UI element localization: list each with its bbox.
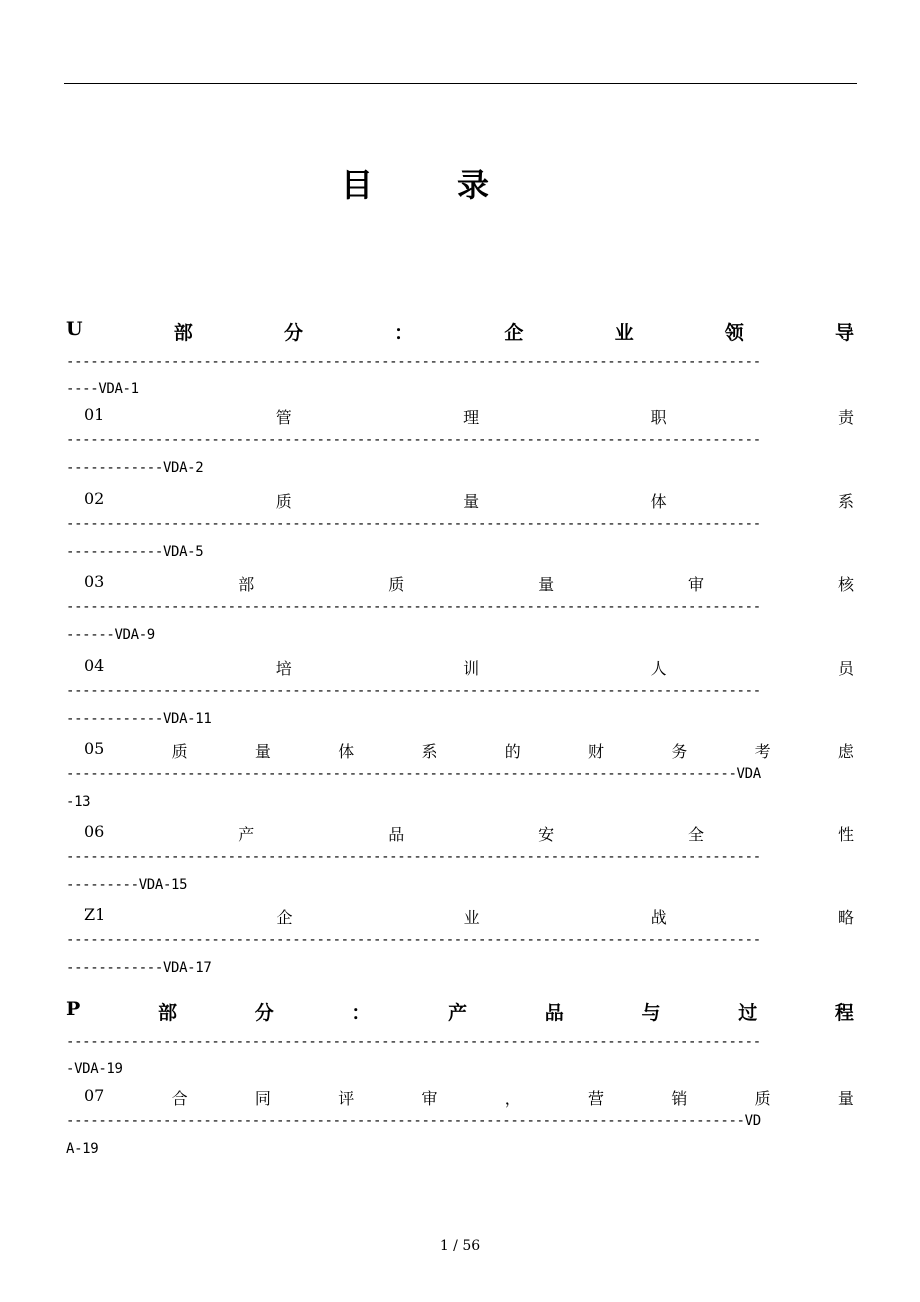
toc-entry [84, 1086, 854, 1109]
title-char-2: 录 [457, 166, 490, 204]
toc-cell: 体 [338, 742, 355, 761]
toc-entry [84, 489, 854, 512]
toc-page-ref: A-19 [66, 1141, 99, 1157]
toc-cell: 部 [238, 575, 255, 594]
toc-cell: 程 [834, 1002, 854, 1024]
toc-cell: 品 [388, 825, 405, 844]
toc-cell: 销 [671, 1089, 688, 1108]
toc-leader: -------------------------------------------------------------------------------------- [66, 516, 761, 532]
toc-cell: ， [504, 1089, 521, 1108]
toc-cell: 02 [84, 489, 105, 508]
toc-cell: 审 [688, 575, 705, 594]
header-rule [64, 83, 857, 84]
toc-cell: 部 [157, 1002, 177, 1024]
toc-cell: 量 [837, 1089, 854, 1108]
toc-cell: P [66, 998, 81, 1020]
toc-cell: U [66, 318, 83, 340]
title-char-1: 目 [340, 166, 373, 204]
toc-cell: 虑 [837, 742, 854, 761]
page-number: 1 / 56 [439, 1238, 481, 1254]
toc-cell: 分 [283, 322, 303, 344]
toc-cell: 责 [837, 408, 854, 427]
toc-cell: ： [351, 1002, 371, 1024]
toc-page-ref: ------------VDA-11 [66, 711, 212, 727]
toc-cell: 部 [173, 322, 193, 344]
toc-cell: 质 [388, 575, 405, 594]
toc-leader: -------------------------------------------------------------------------------------- [66, 932, 761, 948]
toc-cell: 员 [837, 659, 854, 678]
toc-cell: 性 [837, 825, 854, 844]
toc-cell: 领 [724, 322, 744, 344]
toc-cell: 企 [276, 908, 293, 927]
toc-cell: 管 [275, 408, 292, 427]
toc-cell: 业 [614, 322, 634, 344]
toc-cell: 量 [254, 742, 271, 761]
toc-cell: 营 [588, 1089, 605, 1108]
toc-cell: 01 [84, 405, 105, 424]
toc-cell: 过 [738, 1002, 758, 1024]
toc-cell: 财 [588, 742, 605, 761]
toc-page-ref: ------------VDA-17 [66, 960, 212, 976]
toc-section-heading [66, 318, 854, 345]
toc-page-ref: -VDA-19 [66, 1061, 123, 1077]
toc-leader: -------------------------------------------------------------------------------------- [66, 432, 761, 448]
toc-cell: 考 [754, 742, 771, 761]
toc-entry [84, 656, 854, 679]
page-title [0, 160, 830, 206]
toc-page-ref: ------------VDA-2 [66, 460, 204, 476]
toc-cell: 人 [650, 659, 667, 678]
toc-cell: 与 [641, 1002, 661, 1024]
toc-cell: 职 [650, 408, 667, 427]
toc-entry [84, 405, 854, 428]
toc-leader: -------------------------------------------------------------------------------------- [66, 354, 761, 370]
toc-cell: 务 [671, 742, 688, 761]
toc-leader: -------------------------------------------------------------------------------------- [66, 683, 761, 699]
toc-cell: 同 [254, 1089, 271, 1108]
toc-leader: -------------------------------------------------------------------------------------- [66, 599, 761, 615]
toc-cell: 业 [463, 908, 480, 927]
toc-leader: -------------------------------------------------------------------------------------- [66, 849, 761, 865]
toc-cell: 理 [463, 408, 480, 427]
toc-cell: Z1 [84, 905, 106, 924]
toc-cell: 06 [84, 822, 105, 841]
toc-page-ref: -13 [66, 794, 91, 810]
toc-cell: 质 [275, 492, 292, 511]
toc-leader: -------------------------------------------------------------------------------------- [66, 1034, 761, 1050]
toc-entry [84, 739, 854, 762]
toc-page-ref: ------------VDA-5 [66, 544, 204, 560]
toc-cell: 体 [650, 492, 667, 511]
toc-cell: 07 [84, 1086, 105, 1105]
toc-cell: 审 [421, 1089, 438, 1108]
toc-page-ref: ---------VDA-15 [66, 877, 188, 893]
toc-entry [84, 905, 854, 928]
toc-cell: 系 [421, 742, 438, 761]
toc-cell: 系 [837, 492, 854, 511]
toc-page-ref: ------VDA-9 [66, 627, 155, 643]
toc-section-heading [66, 998, 854, 1025]
toc-cell: 核 [837, 575, 854, 594]
toc-cell: 03 [84, 572, 105, 591]
toc-cell: 04 [84, 656, 105, 675]
toc-entry [84, 572, 854, 595]
toc-cell: 品 [544, 1002, 564, 1024]
toc-cell: 分 [254, 1002, 274, 1024]
toc-cell: 全 [688, 825, 705, 844]
toc-page-ref: ----VDA-1 [66, 381, 139, 397]
toc-cell: 产 [238, 825, 255, 844]
toc-cell: 合 [171, 1089, 188, 1108]
toc-leader: ------------------------------------------------------------------------------------VD [66, 1113, 761, 1129]
toc-cell: 的 [504, 742, 521, 761]
toc-entry [84, 822, 854, 845]
toc-cell: 产 [448, 1002, 468, 1024]
toc-cell: 战 [650, 908, 667, 927]
toc-cell: 企 [504, 322, 524, 344]
toc-cell: 略 [837, 908, 854, 927]
toc-cell: 导 [834, 322, 854, 344]
toc-cell: 评 [338, 1089, 355, 1108]
toc-cell: 培 [275, 659, 292, 678]
toc-cell: 量 [463, 492, 480, 511]
toc-leader: -----------------------------------------------------------------------------------VDA [66, 766, 761, 782]
toc-cell: 量 [538, 575, 555, 594]
toc-cell: 05 [84, 739, 105, 758]
toc-cell: 质 [171, 742, 188, 761]
toc-cell: 训 [463, 659, 480, 678]
toc-cell: 质 [754, 1089, 771, 1108]
toc-cell: ： [394, 322, 414, 344]
toc-cell: 安 [538, 825, 555, 844]
